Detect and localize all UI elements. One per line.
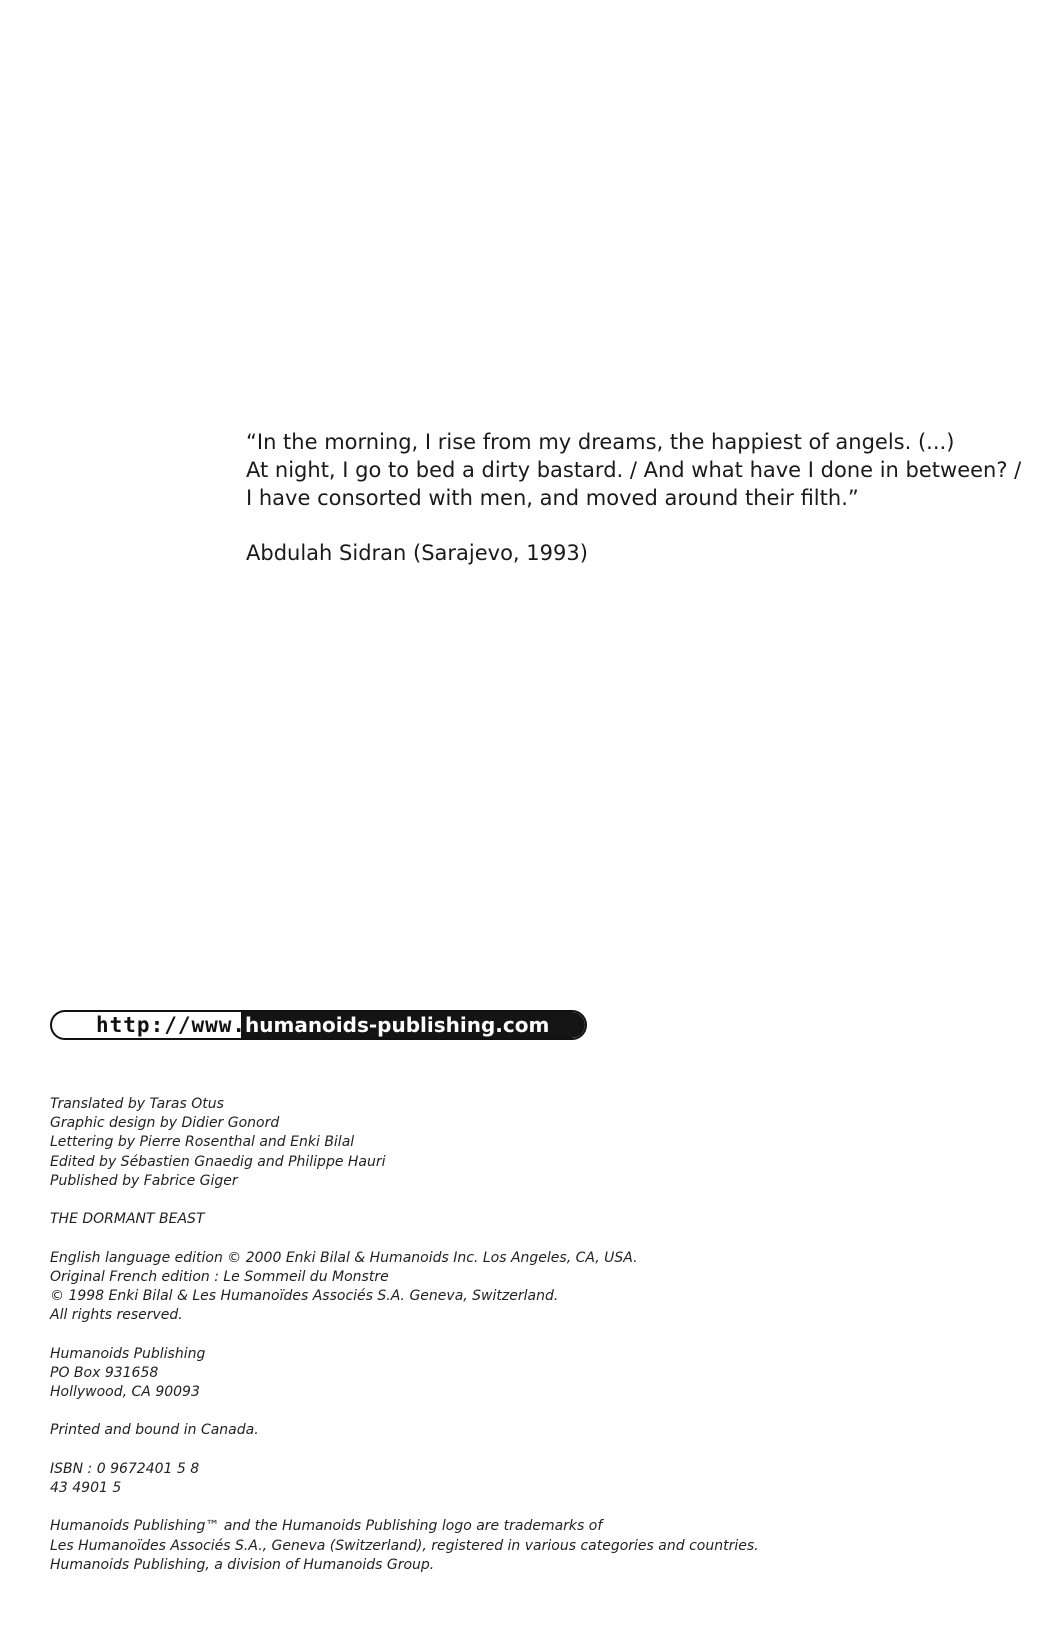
copyright-notice bbox=[50, 1249, 1030, 1326]
isbn-line: 43 4901 5 bbox=[50, 1479, 122, 1496]
publisher-url-banner bbox=[50, 1010, 587, 1040]
book-title bbox=[50, 1210, 1030, 1229]
printed-line: Printed and bound in Canada. bbox=[50, 1422, 259, 1439]
isbn-line: ISBN : 0 9672401 5 8 bbox=[50, 1460, 200, 1477]
copyright-line: All rights reserved. bbox=[50, 1307, 183, 1324]
trademark-line: Humanoids Publishing, a division of Humanoids Group. bbox=[50, 1556, 435, 1573]
trademark-line: Les Humanoïdes Associés S.A., Geneva (Switzerland), registered in various categories and countries. bbox=[50, 1537, 759, 1554]
address-line: Hollywood, CA 90093 bbox=[50, 1384, 200, 1400]
copyright-line: © 1998 Enki Bilal & Les Humanoïdes Associés S.A. Geneva, Switzerland. bbox=[50, 1288, 559, 1304]
quote-line: “In the morning, I rise from my dreams, the happiest of angels. (...) bbox=[246, 430, 955, 454]
credits-block bbox=[50, 1095, 1030, 1594]
epigraph-quote bbox=[246, 428, 1026, 567]
isbn-info bbox=[50, 1460, 1030, 1498]
printing-info bbox=[50, 1421, 1030, 1440]
credit-line: Edited by Sébastien Gnaedig and Philippe Hauri bbox=[50, 1153, 386, 1170]
trademark-notice bbox=[50, 1517, 1030, 1575]
staff-credits bbox=[50, 1095, 1030, 1191]
url-prefix: http://www. bbox=[96, 1013, 247, 1037]
publisher-address bbox=[50, 1345, 1030, 1403]
quote-line: I have consorted with men, and moved around their filth.” bbox=[246, 486, 859, 510]
copyright-line: Original French edition : Le Sommeil du Monstre bbox=[50, 1268, 389, 1285]
copyright-line: English language edition © 2000 Enki Bilal & Humanoids Inc. Los Angeles, CA, USA. bbox=[50, 1249, 638, 1266]
address-line: PO Box 931658 bbox=[50, 1364, 159, 1381]
quote-attribution: Abdulah Sidran (Sarajevo, 1993) bbox=[246, 541, 588, 565]
credit-line: Published by Fabrice Giger bbox=[50, 1172, 238, 1189]
credit-line: Graphic design by Didier Gonord bbox=[50, 1115, 280, 1132]
url-domain: humanoids-publishing.com bbox=[245, 1013, 550, 1037]
trademark-line: Humanoids Publishing™ and the Humanoids Publishing logo are trademarks of bbox=[50, 1518, 603, 1535]
credit-line: Lettering by Pierre Rosenthal and Enki Bilal bbox=[50, 1134, 355, 1151]
credit-line: Translated by Taras Otus bbox=[50, 1096, 224, 1112]
book-title-text: THE DORMANT BEAST bbox=[50, 1211, 205, 1228]
address-line: Humanoids Publishing bbox=[50, 1345, 206, 1362]
quote-line: At night, I go to bed a dirty bastard. / And what have I done in between? / bbox=[246, 458, 1022, 482]
